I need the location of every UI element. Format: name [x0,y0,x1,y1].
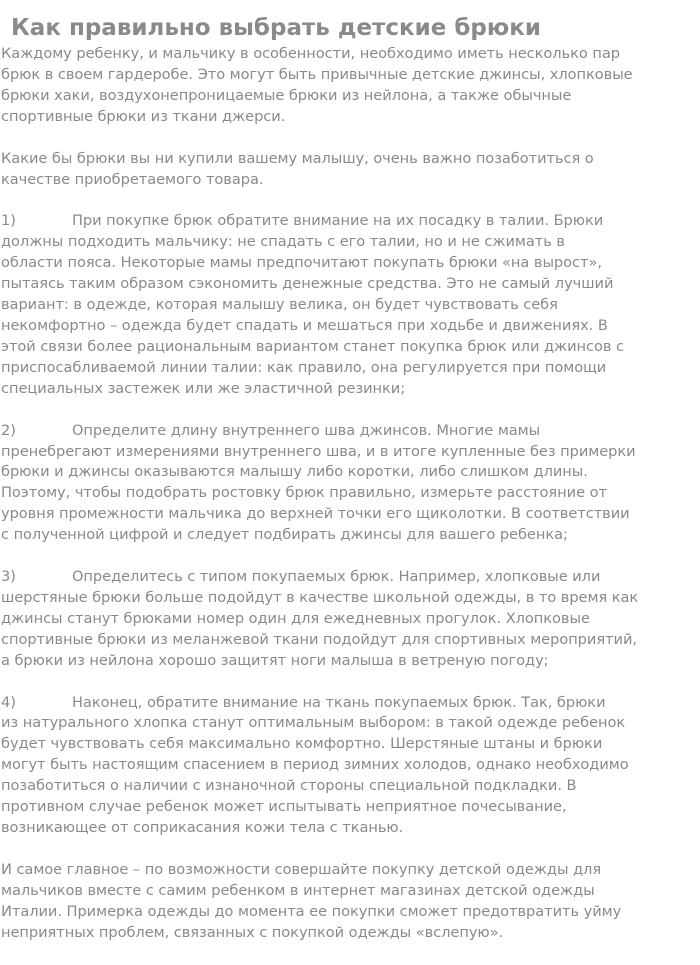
text-line: И самое главное – по возможности совершайте покупку детской одежды для [1,860,602,878]
text-line: пытаясь таким образом сэкономить денежные средства. Это не самый лучший [1,275,614,293]
tip-first-line: При покупке брюк обратите внимание на их посадку в талии. Брюки [72,212,604,230]
tip-first-line: Определитесь с типом покупаемых брюк. Например, хлопковые или [72,568,601,586]
text-line: шерстяные брюки больше подойдут в качестве школьной одежды, в то время как [1,588,639,606]
text-line: из натурального хлопка станут оптимальным выбором: в такой одежде ребенок [1,714,626,732]
list-number: 1) [1,212,16,230]
text-line: Поэтому, чтобы подобрать ростовку брюк правильно, измерьте расстояние от [1,484,607,502]
text-line [1,421,696,442]
tip-2 [1,421,696,546]
text-line: мальчиков вместе с самим ребенком в интернет магазинах детской одежды [1,881,595,899]
tip-1 [1,211,696,399]
conclusion-paragraph [1,860,696,944]
text-line: должны подходить мальчику: не спадать с его талии, но и не сжимать в [1,233,565,251]
text-line: качестве приобретаемого товара. [1,170,264,188]
page-title: Как правильно выбрать детские брюки [11,15,541,41]
text-line: с полученной цифрой и следует подбирать джинсы для вашего ребенка; [1,526,568,544]
tip-first-line: Наконец, обратите внимание на ткань покупаемых брюк. Так, брюки [72,693,606,711]
list-number: 3) [1,568,16,586]
text-line: противном случае ребенок может испытывать неприятное почесывание, [1,798,567,816]
text-line: этой связи более рациональным вариантом станет покупка брюк или джинсов с [1,337,624,355]
text-line: специальных застежек или же эластичной резинки; [1,379,406,397]
text-line: будет чувствовать себя максимально комфортно. Шерстяные штаны и брюки [1,735,603,753]
text-line [1,567,696,588]
text-line [1,693,696,714]
text-line: спортивные брюки из меланжевой ткани подойдут для спортивных мероприятий, [1,630,637,648]
text-line: некомфортно – одежда будет спадать и мешаться при ходьбе и движениях. В [1,316,608,334]
text-line [1,211,696,232]
text-line: неприятных проблем, связанных с покупкой одежды «вслепую». [1,923,504,941]
text-line: позаботиться о наличии с изнаночной стороны специальной подкладки. В [1,777,577,795]
text-line: брюки хаки, воздухонепроницаемые брюки из нейлона, а также обычные [1,86,572,104]
text-line: спортивные брюки из ткани джерси. [1,107,286,125]
tip-3 [1,567,696,672]
text-line: возникающее от соприкасания кожи тела с тканью. [1,819,404,836]
text-line: Каждому ребенку, и мальчику в особенности, необходимо иметь несколько пар [1,45,620,62]
intro-paragraph [1,44,696,128]
tip-4 [1,693,696,839]
text-line: могут быть настоящим спасением в период зимних холодов, однако необходимо [1,756,629,774]
text-line: Какие бы брюки вы ни купили вашему малышу, очень важно позаботиться о [1,149,594,167]
list-number: 2) [1,421,16,439]
text-line: брюки и джинсы оказываются малышу либо коротки, либо слишком длины. [1,463,588,481]
text-line: а брюки из нейлона хорошо защитят ноги малыша в ветреную погоду; [1,651,549,669]
text-line: приспосабливаемой линии талии: как правило, она регулируется при помощи [1,358,607,376]
text-line: уровня промежности мальчика до верхней точки его щиколотки. В соответствии [1,505,630,523]
text-line: джинсы станут брюками номер один для ежедневных прогулок. Хлопковые [1,609,590,627]
text-line: вариант: в одежде, которая малышу велика, он будет чувствовать себя [1,296,558,314]
text-line: области пояса. Некоторые мамы предпочитают покупать брюки «на вырост», [1,254,602,272]
text-line: брюк в своем гардеробе. Это могут быть привычные детские джинсы, хлопковые [1,65,633,83]
lead-paragraph [1,149,696,191]
text-line: пренебрегают измерениями внутреннего шва, и в итоге купленные без примерки [1,442,636,460]
text-line: Италии. Примерка одежды до момента ее покупки сможет предотвратить уйму [1,902,622,920]
tip-first-line: Определите длину внутреннего шва джинсов. Многие мамы [72,421,541,439]
list-number: 4) [1,693,16,711]
